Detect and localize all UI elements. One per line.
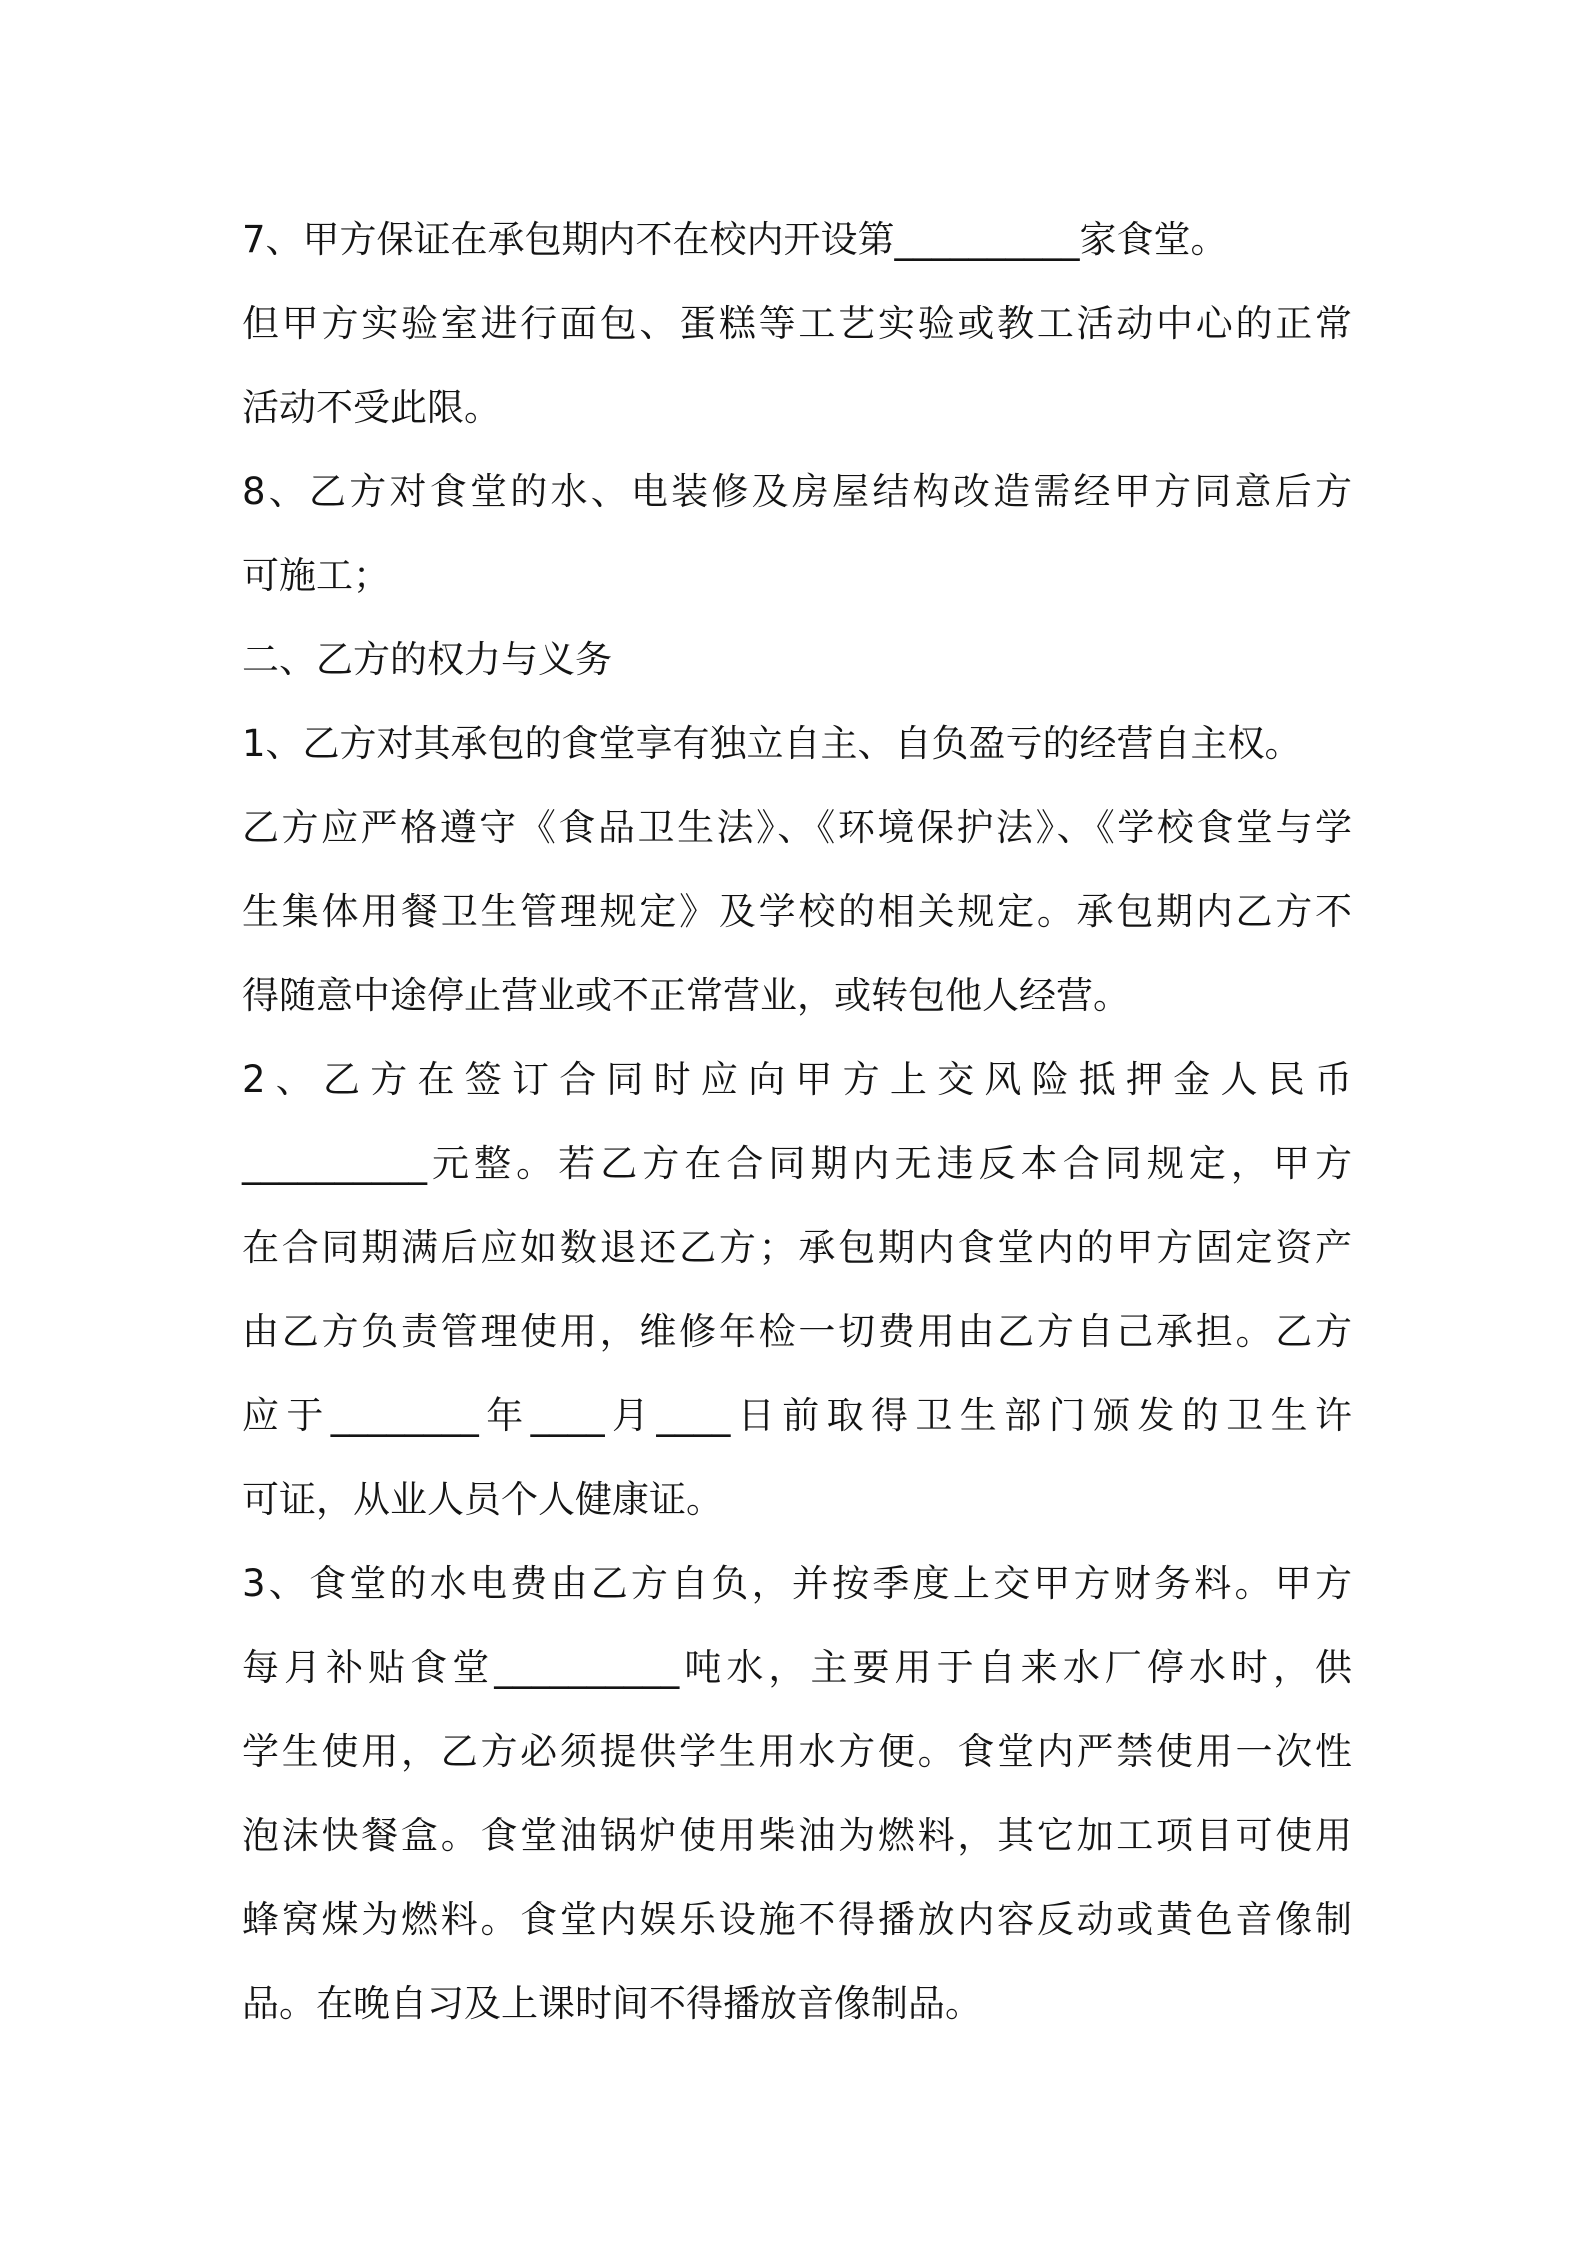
clause-8-line-1: 8、乙方对食堂的水、电装修及房屋结构改造需经甲方同意后方: [242, 470, 1352, 513]
clause-2-line-4: 由乙方负责管理使用，维修年检一切费用由乙方自己承担。乙方: [242, 1310, 1352, 1353]
clause-8-line-2: 可施工；: [242, 554, 390, 597]
clause-3-line-3: 学生使用，乙方必须提供学生用水方便。食堂内严禁使用一次性: [242, 1730, 1352, 1773]
clause-7-line-3: 活动不受此限。: [242, 386, 501, 429]
clause-2-line-6: 可证，从业人员个人健康证。: [242, 1478, 723, 1521]
clause-1-line-2: 乙方应严格遵守《食品卫生法》、《环境保护法》、《学校食堂与学: [242, 806, 1352, 849]
clause-1-line-4: 得随意中途停止营业或不正常营业，或转包他人经营。: [242, 974, 1130, 1017]
clause-3-line-1: 3、食堂的水电费由乙方自负，并按季度上交甲方财务料。甲方: [242, 1562, 1352, 1605]
clause-7-line-1: 7、甲方保证在承包期内不在校内开设第__________家食堂。: [242, 218, 1228, 261]
clause-2-line-2: __________元整。若乙方在合同期内无违反本合同规定，甲方: [242, 1142, 1352, 1185]
clause-2-line-5: 应于________年____月____日前取得卫生部门颁发的卫生许: [242, 1394, 1352, 1437]
clause-3-line-4: 泡沫快餐盒。食堂油锅炉使用柴油为燃料，其它加工项目可使用: [242, 1814, 1352, 1857]
clause-2-line-3: 在合同期满后应如数退还乙方；承包期内食堂内的甲方固定资产: [242, 1226, 1352, 1269]
clause-2-line-1: 2、乙方在签订合同时应向甲方上交风险抵押金人民币: [242, 1058, 1352, 1101]
clause-1-line-3: 生集体用餐卫生管理规定》及学校的相关规定。承包期内乙方不: [242, 890, 1352, 933]
clause-3-line-2: 每月补贴食堂__________吨水，主要用于自来水厂停水时，供: [242, 1646, 1352, 1689]
clause-1-line-1: 1、乙方对其承包的食堂享有独立自主、自负盈亏的经营自主权。: [242, 722, 1302, 765]
section-heading: 二、乙方的权力与义务: [242, 638, 612, 681]
clause-7-line-2: 但甲方实验室进行面包、蛋糕等工艺实验或教工活动中心的正常: [242, 302, 1352, 345]
clause-3-line-5: 蜂窝煤为燃料。食堂内娱乐设施不得播放内容反动或黄色音像制: [242, 1898, 1352, 1941]
document-body: [242, 198, 1352, 2046]
clause-3-line-6: 品。在晚自习及上课时间不得播放音像制品。: [242, 1982, 982, 2025]
